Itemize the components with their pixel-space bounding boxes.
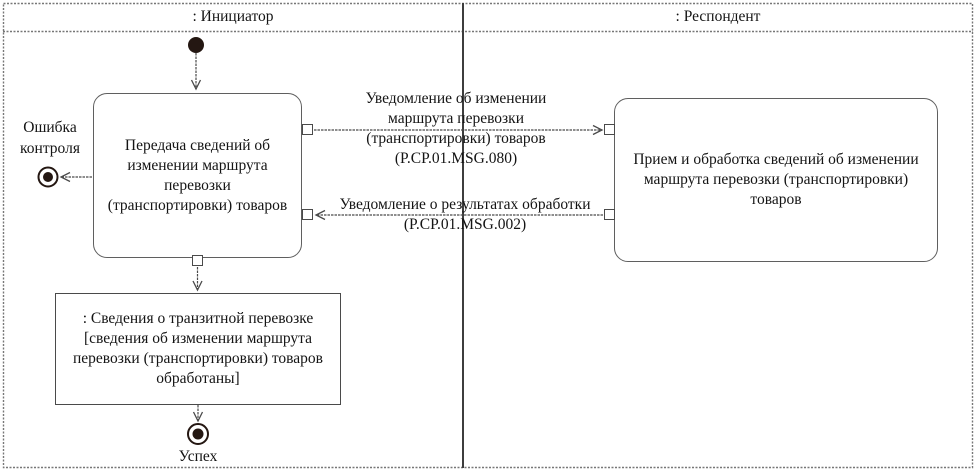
object-node-transit-info: : Сведения о транзитной перевозке [сведения об изменении маршрута перевозки (транспортировки) товаров обработаны]	[55, 293, 341, 405]
lane-header-respondent: : Респондент	[675, 8, 761, 25]
success-outcome-label: Успех	[178, 448, 218, 465]
message-label-request: Уведомление об изменении маршрута перевозки (транспортировки) товаров (P.CP.01.MSG.080)	[365, 90, 547, 167]
lane-header-initiator: : Инициатор	[192, 8, 274, 25]
initial-node	[188, 37, 204, 53]
final-node-success	[188, 424, 208, 444]
activity-node-receive-process-info: Прием и обработка сведений об изменении маршрута перевозки (транспортировки) товаров	[614, 98, 938, 262]
pin-respondent-request-in	[604, 124, 615, 135]
pin-initiator-bottom-out	[192, 255, 203, 266]
activity-node-transfer-info: Передача сведений об изменении маршрута перевозки (транспортировки) товаров	[93, 93, 302, 258]
error-outcome-label: Ошибка контроля	[20, 119, 80, 157]
message-label-response: Уведомление о результатах обработки (P.CP.01.MSG.002)	[339, 196, 591, 233]
final-node-error	[39, 168, 58, 187]
pin-initiator-request-out	[302, 124, 313, 135]
